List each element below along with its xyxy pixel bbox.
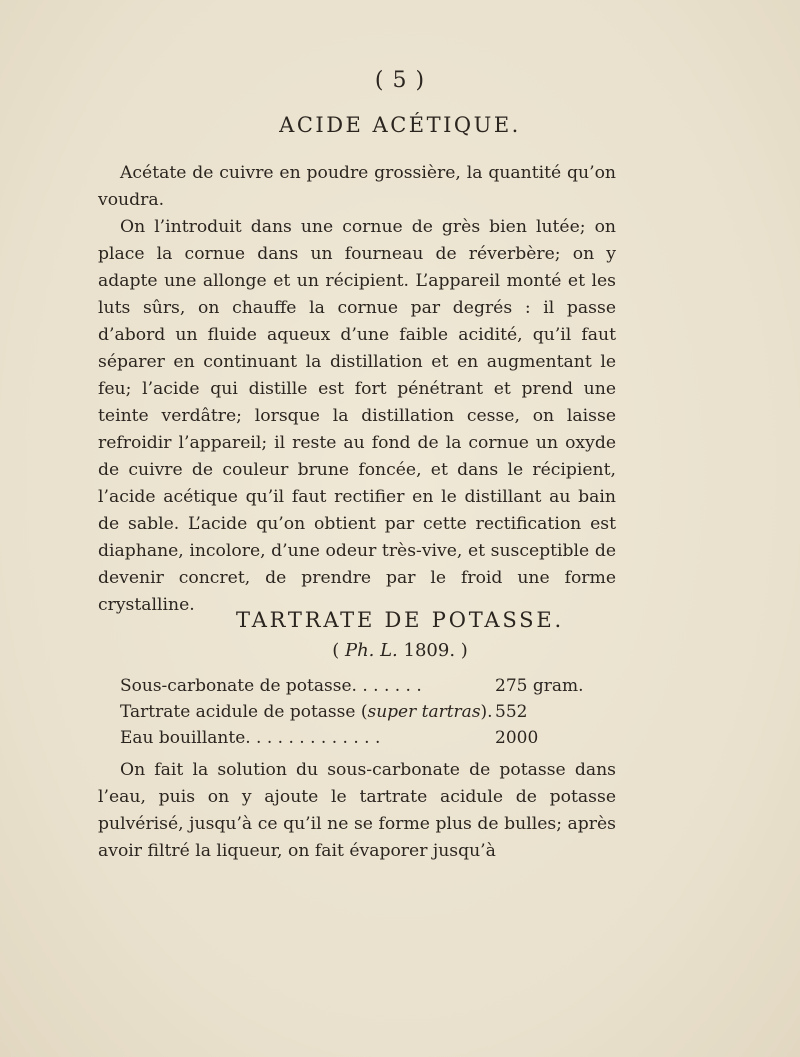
recipe-quantity: 275 gram. (495, 676, 584, 696)
recipe-name-prefix: Tartrate acidule de potasse ( (120, 702, 368, 722)
subtitle-open-paren: ( (332, 640, 340, 661)
subtitle-year: 1809. (403, 640, 456, 661)
recipe-quantity: 552 (495, 702, 528, 722)
paragraph-tartrate-procedure: On fait la solution du sous-carbonate de potasse dans l’eau, puis on y ajoute le tartrate acidule de potasse pulvérisé, jusqu’à ce qu’il ne se forme plus de bulles; après avoir filtré la liqueur, on fait évaporer jusqu’à (98, 760, 616, 861)
recipe-row (120, 725, 620, 751)
recipe-quantity: 2000 (495, 728, 539, 748)
subtitle-abbrev: Ph. L. (344, 640, 398, 661)
section-title-acide-acetique: ACIDE ACÉTIQUE. (279, 113, 521, 137)
page-number: ( 5 ) (374, 68, 426, 93)
pharmacopoeia-reference (0, 640, 800, 661)
paragraph-ingredient: Acétate de cuivre en poudre grossière, la quantité qu’on voudra. (98, 163, 616, 210)
recipe-row (120, 699, 620, 725)
subtitle-close-paren: ) (460, 640, 468, 661)
paragraph-procedure: On l’introduit dans une cornue de grès bien lutée; on place la cornue dans un fourneau de réverbère; on y adapte une allonge et un récipient. L’appareil monté et les luts sûrs, on chauffe la cornue par degrés : il passe d’abord un fluide aqueux d’une faible acidité, qu’il faut séparer en continuant la distillation et en augmentant le feu; l’acide qui distille est fort pénétrant et prend une teinte verdâtre; lorsque la distillation cesse, on laisse refroidir l’appareil; il reste au fond de la cornue un oxyde de cuivre de couleur brune foncée, et dans le récipient, l’acide acétique qu’il faut rectifier en le distillant au bain de sable. L’acide qu’on obtient par cette rectification est diaphane, incolore, d’une odeur très-vive, et susceptible de devenir concret, de prendre par le froid une forme crystalline. (98, 217, 616, 615)
recipe-name-latin: super tartras (367, 702, 481, 722)
recipe-ingredient-name: Sous-carbonate de potasse. . . . . . . (120, 676, 422, 696)
recipe-name-suffix: ). (480, 702, 493, 722)
recipe-list (120, 673, 620, 751)
recipe-row (120, 673, 620, 699)
recipe-ingredient-name: Eau bouillante. . . . . . . . . . . . . (120, 728, 381, 748)
section-title-tartrate: TARTRATE DE POTASSE. (236, 608, 564, 632)
recipe-ingredient-name (120, 699, 493, 725)
